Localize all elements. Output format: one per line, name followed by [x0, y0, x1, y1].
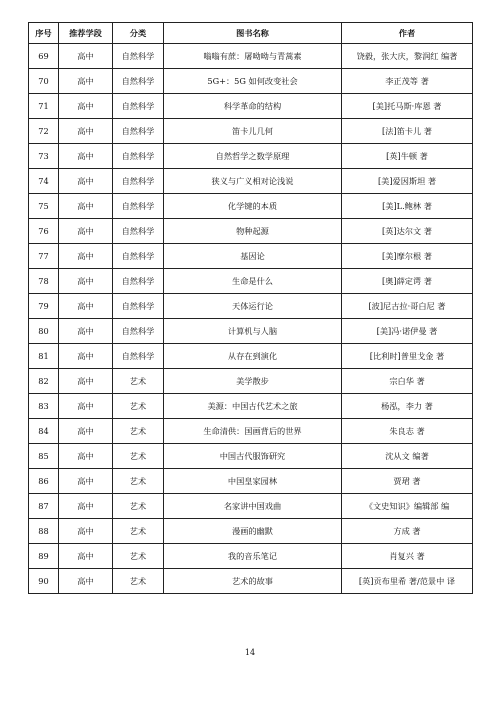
table-row [29, 294, 473, 319]
cell-serial-number: 70 [29, 69, 59, 94]
header-author: 作者 [342, 23, 473, 44]
table-row [29, 494, 473, 519]
cell-author: [美]托马斯·库恩 著 [342, 94, 473, 119]
cell-author: 方成 著 [342, 519, 473, 544]
cell-serial-number: 73 [29, 144, 59, 169]
page-number: 14 [244, 648, 256, 657]
cell-author: 饶毅，张大庆，黎润红 编著 [342, 44, 473, 69]
table-row [29, 94, 473, 119]
table-row [29, 369, 473, 394]
table-row [29, 44, 473, 69]
table-row [29, 169, 473, 194]
cell-book-title: 笛卡儿几何 [164, 119, 342, 144]
cell-author: [波]尼古拉·哥白尼 著 [342, 294, 473, 319]
cell-serial-number: 77 [29, 244, 59, 269]
header-row [29, 23, 473, 44]
cell-serial-number: 78 [29, 269, 59, 294]
cell-category: 自然科学 [113, 169, 164, 194]
cell-book-title: 中国皇家园林 [164, 469, 342, 494]
cell-book-title: 5G+：5G 如何改变社会 [164, 69, 342, 94]
cell-category: 艺术 [113, 569, 164, 594]
header-book-title: 图书名称 [164, 23, 342, 44]
cell-serial-number: 88 [29, 519, 59, 544]
cell-grade-level: 高中 [59, 494, 113, 519]
cell-grade-level: 高中 [59, 319, 113, 344]
cell-category: 艺术 [113, 369, 164, 394]
cell-category: 艺术 [113, 444, 164, 469]
cell-grade-level: 高中 [59, 69, 113, 94]
cell-serial-number: 80 [29, 319, 59, 344]
cell-author: [英]贡布里希 著/范景中 译 [342, 569, 473, 594]
cell-author: 肖复兴 著 [342, 544, 473, 569]
cell-book-title: 化学键的本质 [164, 194, 342, 219]
table-row [29, 344, 473, 369]
cell-book-title: 计算机与人脑 [164, 319, 342, 344]
cell-book-title: 漫画的幽默 [164, 519, 342, 544]
cell-category: 艺术 [113, 494, 164, 519]
cell-author: 李正茂等 著 [342, 69, 473, 94]
cell-author: [奥]薛定谔 著 [342, 269, 473, 294]
table-row [29, 119, 473, 144]
table-row [29, 394, 473, 419]
cell-serial-number: 76 [29, 219, 59, 244]
cell-serial-number: 79 [29, 294, 59, 319]
cell-author: [美]L.鲍林 著 [342, 194, 473, 219]
cell-book-title: 我的音乐笔记 [164, 544, 342, 569]
cell-serial-number: 86 [29, 469, 59, 494]
table-row [29, 569, 473, 594]
cell-grade-level: 高中 [59, 244, 113, 269]
cell-grade-level: 高中 [59, 419, 113, 444]
cell-grade-level: 高中 [59, 444, 113, 469]
cell-grade-level: 高中 [59, 544, 113, 569]
cell-serial-number: 72 [29, 119, 59, 144]
cell-category: 自然科学 [113, 194, 164, 219]
header-serial-number: 序号 [29, 23, 59, 44]
header-category: 分类 [113, 23, 164, 44]
cell-grade-level: 高中 [59, 519, 113, 544]
cell-book-title: 艺术的故事 [164, 569, 342, 594]
cell-serial-number: 81 [29, 344, 59, 369]
cell-book-title: 嗡嗡有蔗：屠呦呦与青蒿素 [164, 44, 342, 69]
cell-grade-level: 高中 [59, 569, 113, 594]
cell-category: 自然科学 [113, 269, 164, 294]
cell-category: 自然科学 [113, 344, 164, 369]
cell-category: 自然科学 [113, 319, 164, 344]
table-row [29, 244, 473, 269]
cell-category: 自然科学 [113, 44, 164, 69]
cell-grade-level: 高中 [59, 369, 113, 394]
cell-grade-level: 高中 [59, 344, 113, 369]
table-row [29, 319, 473, 344]
table-body [29, 44, 473, 594]
cell-book-title: 自然哲学之数学原理 [164, 144, 342, 169]
table-row [29, 544, 473, 569]
cell-serial-number: 82 [29, 369, 59, 394]
cell-author: [法]笛卡儿 著 [342, 119, 473, 144]
cell-author: [美]冯·诺伊曼 著 [342, 319, 473, 344]
table-row [29, 69, 473, 94]
cell-category: 艺术 [113, 469, 164, 494]
cell-grade-level: 高中 [59, 94, 113, 119]
cell-serial-number: 83 [29, 394, 59, 419]
table-row [29, 444, 473, 469]
cell-author: [美]爱因斯坦 著 [342, 169, 473, 194]
cell-author: [比利时]普里戈金 著 [342, 344, 473, 369]
cell-serial-number: 71 [29, 94, 59, 119]
cell-book-title: 狭义与广义相对论浅说 [164, 169, 342, 194]
book-list-table [28, 22, 473, 594]
cell-category: 自然科学 [113, 69, 164, 94]
cell-author: [英]牛顿 著 [342, 144, 473, 169]
cell-category: 自然科学 [113, 144, 164, 169]
cell-author: [美]摩尔根 著 [342, 244, 473, 269]
header-grade-level: 推荐学段 [59, 23, 113, 44]
cell-grade-level: 高中 [59, 394, 113, 419]
cell-book-title: 基因论 [164, 244, 342, 269]
cell-book-title: 天体运行论 [164, 294, 342, 319]
cell-grade-level: 高中 [59, 219, 113, 244]
cell-category: 自然科学 [113, 119, 164, 144]
cell-author: 宗白华 著 [342, 369, 473, 394]
cell-book-title: 美学散步 [164, 369, 342, 394]
cell-serial-number: 75 [29, 194, 59, 219]
cell-category: 自然科学 [113, 244, 164, 269]
cell-serial-number: 89 [29, 544, 59, 569]
cell-serial-number: 74 [29, 169, 59, 194]
cell-serial-number: 87 [29, 494, 59, 519]
table-row [29, 219, 473, 244]
cell-book-title: 生命是什么 [164, 269, 342, 294]
cell-author: 杨泓，李力 著 [342, 394, 473, 419]
cell-book-title: 中国古代服饰研究 [164, 444, 342, 469]
cell-book-title: 科学革命的结构 [164, 94, 342, 119]
cell-category: 自然科学 [113, 294, 164, 319]
cell-serial-number: 84 [29, 419, 59, 444]
cell-serial-number: 90 [29, 569, 59, 594]
cell-grade-level: 高中 [59, 294, 113, 319]
cell-book-title: 从存在到演化 [164, 344, 342, 369]
cell-category: 自然科学 [113, 94, 164, 119]
table-row [29, 469, 473, 494]
cell-author: 沈从文 编著 [342, 444, 473, 469]
table-row [29, 419, 473, 444]
cell-author: 《文史知识》编辑部 编 [342, 494, 473, 519]
cell-grade-level: 高中 [59, 269, 113, 294]
cell-category: 艺术 [113, 519, 164, 544]
cell-author: 贾珺 著 [342, 469, 473, 494]
cell-serial-number: 69 [29, 44, 59, 69]
table-row [29, 144, 473, 169]
cell-grade-level: 高中 [59, 119, 113, 144]
table-row [29, 519, 473, 544]
cell-grade-level: 高中 [59, 469, 113, 494]
cell-category: 艺术 [113, 419, 164, 444]
cell-book-title: 物种起源 [164, 219, 342, 244]
cell-author: 朱良志 著 [342, 419, 473, 444]
cell-grade-level: 高中 [59, 194, 113, 219]
cell-author: [英]达尔文 著 [342, 219, 473, 244]
cell-grade-level: 高中 [59, 169, 113, 194]
cell-grade-level: 高中 [59, 144, 113, 169]
cell-grade-level: 高中 [59, 44, 113, 69]
cell-category: 自然科学 [113, 219, 164, 244]
table-row [29, 269, 473, 294]
cell-serial-number: 85 [29, 444, 59, 469]
cell-book-title: 生命清供：国画背后的世界 [164, 419, 342, 444]
table-row [29, 194, 473, 219]
cell-book-title: 名家讲中国戏曲 [164, 494, 342, 519]
cell-category: 艺术 [113, 394, 164, 419]
cell-category: 艺术 [113, 544, 164, 569]
cell-book-title: 美源：中国古代艺术之旅 [164, 394, 342, 419]
